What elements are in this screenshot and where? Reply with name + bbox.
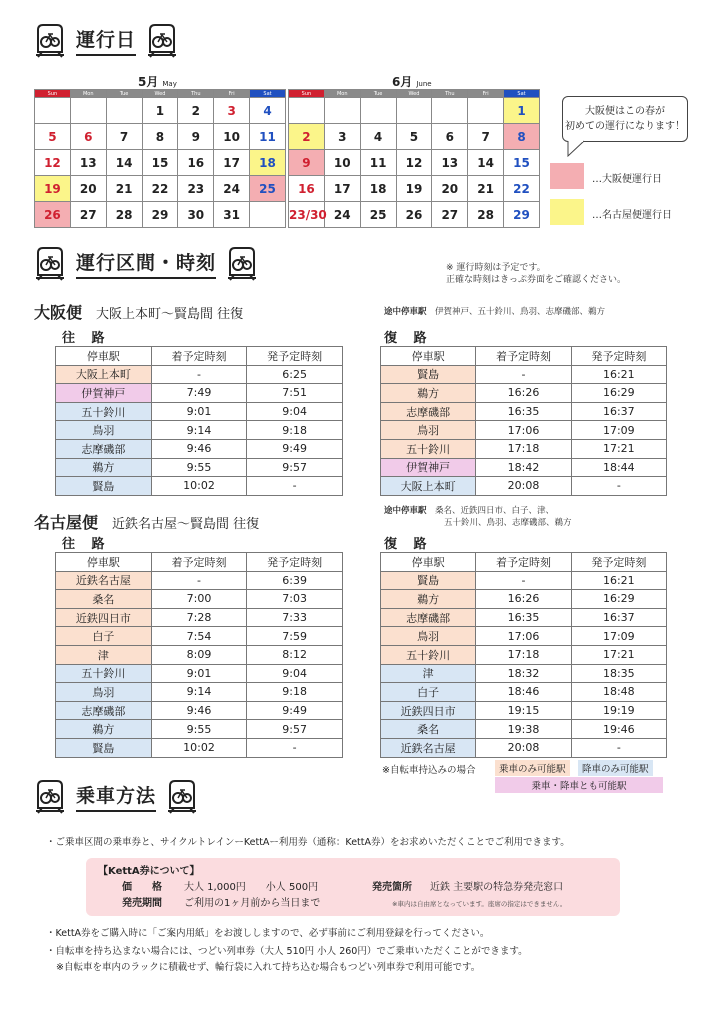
station-name: 五十鈴川 [56,664,152,683]
weekday-header: Mon [324,90,360,98]
station-name: 賢島 [381,571,476,590]
station-name: 五十鈴川 [381,439,476,458]
station-name: 志摩磯部 [381,608,476,627]
weekday-header: Fri [468,90,504,98]
calendar-day: 3 [214,98,250,124]
calendar-day: 22 [142,176,178,202]
table-row [56,664,343,683]
arrival-time: 8:09 [151,645,247,664]
nagoya-return-label: 復 路 [384,537,433,552]
calendar-day: 24 [214,176,250,202]
legend-osaka-label: …大阪便運行日 [592,174,662,185]
calendar-day: 27 [70,202,106,228]
calendar-day: 30 [178,202,214,228]
table-row [56,645,343,664]
arrival-time: - [151,365,247,384]
nagoya-outbound-label: 往 路 [62,537,111,552]
calendar-day: 17 [214,150,250,176]
calendar-day: 16 [178,150,214,176]
calendar-day: 2 [289,124,325,150]
arrival-time: 9:14 [151,421,247,440]
weekday-header: Mon [70,90,106,98]
arrival-time: - [151,571,247,590]
howto-bullet-1: ・KettA券をご購入時に「ご案内用紙」をお渡ししますので、必ず事前にご利用登録を行ってください。 [46,928,490,939]
departure-time: 17:21 [571,439,666,458]
price-label: 価 格 [122,882,162,893]
osaka-first-run-callout: 大阪便はこの春が 初めての運行になります！ [562,96,688,142]
table-row [381,720,667,739]
calendar-day: 21 [106,176,142,202]
bike-train-icon [34,22,66,58]
calendar-day: 27 [432,202,468,228]
schedule-note: ※ 運行時刻は予定です。 正確な時刻はきっぷ券面をご確認ください。 [446,263,627,285]
calendar-day: 29 [142,202,178,228]
arrival-time: 18:32 [476,664,571,683]
departure-time: 16:29 [571,590,666,609]
departure-time: 16:21 [571,571,666,590]
howto-bullet-3: ※自転車を車内のラックに積載せず、輪行袋に入れて持ち込む場合もつどい列車券で利用可能です。 [56,962,481,973]
weekday-header: Thu [432,90,468,98]
section-header-howto [34,778,198,814]
calendar-day [468,98,504,124]
table-row [381,421,667,440]
arrival-time: 17:18 [476,645,571,664]
bike-train-icon [146,22,178,58]
departure-time: 9:04 [247,402,343,421]
section-title: 運行区間・時刻 [76,248,216,279]
calendar-day: 12 [396,150,432,176]
arrival-time: 16:26 [476,590,571,609]
station-name: 桑名 [381,720,476,739]
nagoya-stops: 途中停車駅 桑名、近鉄四日市、白子、津、 五十鈴川、鳥羽、志摩磯部、鵜方 [384,506,572,528]
arrival-time: 9:55 [151,458,247,477]
ketta-ticket-box [86,858,620,916]
legend-nagoya-swatch [550,199,584,225]
calendar-day: 18 [360,176,396,202]
calendar-day: 23/30 [289,202,325,228]
arrival-time: 16:35 [476,402,571,421]
calendar-day: 2 [178,98,214,124]
station-name: 鵜方 [56,720,152,739]
callout-pointer-icon [566,140,588,158]
seat-note: ※車内は自由席となっています。座席の指定はできません。 [392,900,567,908]
calendar-day: 15 [142,150,178,176]
column-header: 停車駅 [381,347,476,366]
arrival-time: 19:15 [476,701,571,720]
departure-time: 19:46 [571,720,666,739]
departure-time: 7:03 [247,590,343,609]
nagoya-route-title: 名古屋便 近鉄名古屋〜賢島間 往復 [34,513,260,532]
arrival-time: 17:06 [476,627,571,646]
departure-time: 16:37 [571,608,666,627]
table-row [56,571,343,590]
calendar-day: 5 [396,124,432,150]
departure-time: - [571,477,666,496]
station-name: 白子 [56,627,152,646]
station-name: 津 [381,664,476,683]
departure-time: - [247,477,343,496]
arrival-time: 7:00 [151,590,247,609]
calendar-day: 1 [504,98,540,124]
station-name: 大阪上本町 [56,365,152,384]
period-value: ご利用の1ヶ月前から当日まで [184,898,321,909]
calendar-day: 20 [432,176,468,202]
calendar-day [70,98,106,124]
arrival-time: 20:08 [476,477,571,496]
calendar-day: 26 [396,202,432,228]
arrival-time: 18:42 [476,458,571,477]
column-header: 着予定時刻 [151,553,247,572]
calendar-day [396,98,432,124]
calendar-day: 17 [324,176,360,202]
calendar-day: 25 [360,202,396,228]
arrival-time: - [476,365,571,384]
station-name: 賢島 [381,365,476,384]
departure-time: 9:49 [247,701,343,720]
departure-time: 18:35 [571,664,666,683]
arrival-time: 7:28 [151,608,247,627]
howto-intro: ・ご乗車区間の乗車券と、サイクルトレインーKettAー利用券（通称：KettA券）をお求めいただくことでご利用できます。 [46,837,570,848]
calendar-day: 11 [250,124,286,150]
calendar-day: 6 [432,124,468,150]
table-row [381,439,667,458]
departure-time: 7:51 [247,384,343,403]
arrival-time: 16:26 [476,384,571,403]
table-row [56,608,343,627]
calendar-day [250,202,286,228]
osaka-outbound-label: 往 路 [62,331,111,346]
departure-time: 17:09 [571,421,666,440]
departure-time: 16:21 [571,365,666,384]
departure-time: 9:57 [247,720,343,739]
weekday-header: Sat [250,90,286,98]
calendar-day [432,98,468,124]
calendar-day: 22 [504,176,540,202]
station-name: 近鉄名古屋 [56,571,152,590]
station-name: 鳥羽 [381,627,476,646]
departure-time: 16:37 [571,402,666,421]
station-name: 伊賀神戸 [56,384,152,403]
section-header-routes [34,245,258,281]
table-row [56,738,343,757]
may-title: 5月 May [138,75,177,89]
calendar-day: 28 [468,202,504,228]
table-row [56,439,343,458]
legend-osaka-swatch [550,163,584,189]
calendar-day: 18 [250,150,286,176]
weekday-header: Sat [504,90,540,98]
table-row [56,627,343,646]
may-calendar [34,89,286,228]
table-row [56,701,343,720]
calendar-day [106,98,142,124]
section-title: 乗車方法 [76,781,156,812]
station-name: 鵜方 [381,590,476,609]
station-name: 志摩磯部 [381,402,476,421]
column-header: 発予定時刻 [571,553,666,572]
sales-label: 発売箇所 [372,882,412,893]
calendar-day: 8 [504,124,540,150]
table-row [381,458,667,477]
calendar-day: 11 [360,150,396,176]
station-name: 志摩磯部 [56,701,152,720]
calendar-day: 16 [289,176,325,202]
arrival-time: 20:08 [476,738,571,757]
departure-time: 9:18 [247,421,343,440]
calendar-day: 19 [396,176,432,202]
departure-time: - [571,738,666,757]
station-name: 鵜方 [56,458,152,477]
osaka-return-table [380,346,667,496]
arrival-time: - [476,571,571,590]
arrival-time: 17:06 [476,421,571,440]
column-header: 停車駅 [56,553,152,572]
calendar-day: 29 [504,202,540,228]
table-row [56,720,343,739]
arrival-time: 7:49 [151,384,247,403]
table-row [381,608,667,627]
calendar-day: 3 [324,124,360,150]
departure-time: 6:25 [247,365,343,384]
calendar-day: 31 [214,202,250,228]
table-row [381,701,667,720]
station-name: 津 [56,645,152,664]
calendar-day: 10 [324,150,360,176]
bike-legend-both: 乗車・降車とも可能駅 [495,777,663,793]
weekday-header: Wed [396,90,432,98]
column-header: 停車駅 [381,553,476,572]
station-name: 鳥羽 [381,421,476,440]
june-title: 6月 June [392,75,432,89]
arrival-time: 7:54 [151,627,247,646]
column-header: 着予定時刻 [476,553,571,572]
arrival-time: 9:46 [151,439,247,458]
station-name: 賢島 [56,477,152,496]
column-header: 停車駅 [56,347,152,366]
departure-time: 8:12 [247,645,343,664]
table-row [56,402,343,421]
calendar-day: 9 [178,124,214,150]
section-header-schedule [34,22,178,58]
weekday-header: Sun [289,90,325,98]
bike-train-icon [34,245,66,281]
table-row [56,365,343,384]
calendar-day: 14 [468,150,504,176]
calendar-day: 7 [106,124,142,150]
calendar-day: 6 [70,124,106,150]
station-name: 鵜方 [381,384,476,403]
table-row [381,683,667,702]
table-row [56,683,343,702]
departure-time: 9:49 [247,439,343,458]
sales-value: 近鉄 主要駅の特急券発売窓口 [430,882,564,893]
weekday-header: Tue [360,90,396,98]
calendar-day: 9 [289,150,325,176]
station-name: 伊賀神戸 [381,458,476,477]
calendar-day: 15 [504,150,540,176]
table-row [56,384,343,403]
weekday-header: Thu [178,90,214,98]
station-name: 近鉄四日市 [381,701,476,720]
calendar-day: 4 [250,98,286,124]
calendar-day: 24 [324,202,360,228]
station-name: 桑名 [56,590,152,609]
departure-time: - [247,738,343,757]
column-header: 着予定時刻 [151,347,247,366]
arrival-time: 17:18 [476,439,571,458]
departure-time: 18:44 [571,458,666,477]
arrival-time: 9:01 [151,664,247,683]
weekday-header: Wed [142,90,178,98]
howto-bullet-2: ・自転車を持ち込まない場合には、つどい列車券（大人 510円 小人 260円）でご乗車いただくことができます。 [46,946,528,957]
table-row [381,645,667,664]
column-header: 着予定時刻 [476,347,571,366]
table-row [381,664,667,683]
calendar-day: 8 [142,124,178,150]
section-title: 運行日 [76,25,136,56]
departure-time: 19:19 [571,701,666,720]
station-name: 賢島 [56,738,152,757]
bike-legend-board: 乗車のみ可能駅 [495,760,570,776]
june-calendar [288,89,540,228]
calendar-day: 19 [35,176,71,202]
table-row [56,458,343,477]
calendar-day: 14 [106,150,142,176]
station-name: 五十鈴川 [56,402,152,421]
calendar-day: 20 [70,176,106,202]
calendar-day: 5 [35,124,71,150]
departure-time: 9:57 [247,458,343,477]
calendar-day [324,98,360,124]
departure-time: 6:39 [247,571,343,590]
table-row [381,402,667,421]
departure-time: 7:59 [247,627,343,646]
station-name: 近鉄名古屋 [381,738,476,757]
osaka-stops: 途中停車駅 伊賀神戸、五十鈴川、鳥羽、志摩磯部、鵜方 [384,307,606,317]
bike-legend-alight: 降車のみ可能駅 [578,760,653,776]
legend-nagoya-label: …名古屋便運行日 [592,210,672,221]
osaka-outbound-table [55,346,343,496]
table-row [381,738,667,757]
calendar-day [35,98,71,124]
calendar-day [289,98,325,124]
calendar-day: 10 [214,124,250,150]
arrival-time: 16:35 [476,608,571,627]
calendar-day: 12 [35,150,71,176]
calendar-day: 1 [142,98,178,124]
arrival-time: 10:02 [151,738,247,757]
table-row [56,477,343,496]
arrival-time: 9:46 [151,701,247,720]
weekday-header: Tue [106,90,142,98]
osaka-return-label: 復 路 [384,331,433,346]
ketta-box-title: 【KettA券について】 [98,866,200,877]
calendar-day: 25 [250,176,286,202]
station-name: 鳥羽 [56,421,152,440]
bike-train-icon [226,245,258,281]
calendar-day: 4 [360,124,396,150]
station-name: 大阪上本町 [381,477,476,496]
arrival-time: 9:14 [151,683,247,702]
calendar-day: 23 [178,176,214,202]
column-header: 発予定時刻 [571,347,666,366]
arrival-time: 19:38 [476,720,571,739]
table-row [381,365,667,384]
station-name: 志摩磯部 [56,439,152,458]
arrival-time: 18:46 [476,683,571,702]
calendar-day [360,98,396,124]
departure-time: 16:29 [571,384,666,403]
weekday-header: Sun [35,90,71,98]
nagoya-return-table [380,552,667,758]
calendar-day: 13 [70,150,106,176]
bike-legend-prefix: ※自転車持込みの場合 [382,765,476,776]
osaka-route-title: 大阪便 大阪上本町〜賢島間 往復 [34,303,244,322]
period-label: 発売期間 [122,898,162,909]
table-row [381,384,667,403]
departure-time: 7:33 [247,608,343,627]
bike-train-icon [34,778,66,814]
table-row [56,421,343,440]
departure-time: 9:04 [247,664,343,683]
table-row [381,590,667,609]
column-header: 発予定時刻 [247,347,343,366]
nagoya-outbound-table [55,552,343,758]
departure-time: 17:09 [571,627,666,646]
arrival-time: 10:02 [151,477,247,496]
arrival-time: 9:55 [151,720,247,739]
bike-train-icon [166,778,198,814]
price-value: 大人 1,000円 小人 500円 [184,882,319,893]
table-row [381,477,667,496]
arrival-time: 9:01 [151,402,247,421]
table-row [56,590,343,609]
calendar-day: 7 [468,124,504,150]
column-header: 発予定時刻 [247,553,343,572]
station-name: 近鉄四日市 [56,608,152,627]
table-row [381,571,667,590]
table-row [381,627,667,646]
calendar-day: 28 [106,202,142,228]
station-name: 鳥羽 [56,683,152,702]
calendar-day: 13 [432,150,468,176]
departure-time: 18:48 [571,683,666,702]
weekday-header: Fri [214,90,250,98]
calendar-day: 26 [35,202,71,228]
departure-time: 9:18 [247,683,343,702]
station-name: 五十鈴川 [381,645,476,664]
calendar-day: 21 [468,176,504,202]
station-name: 白子 [381,683,476,702]
departure-time: 17:21 [571,645,666,664]
